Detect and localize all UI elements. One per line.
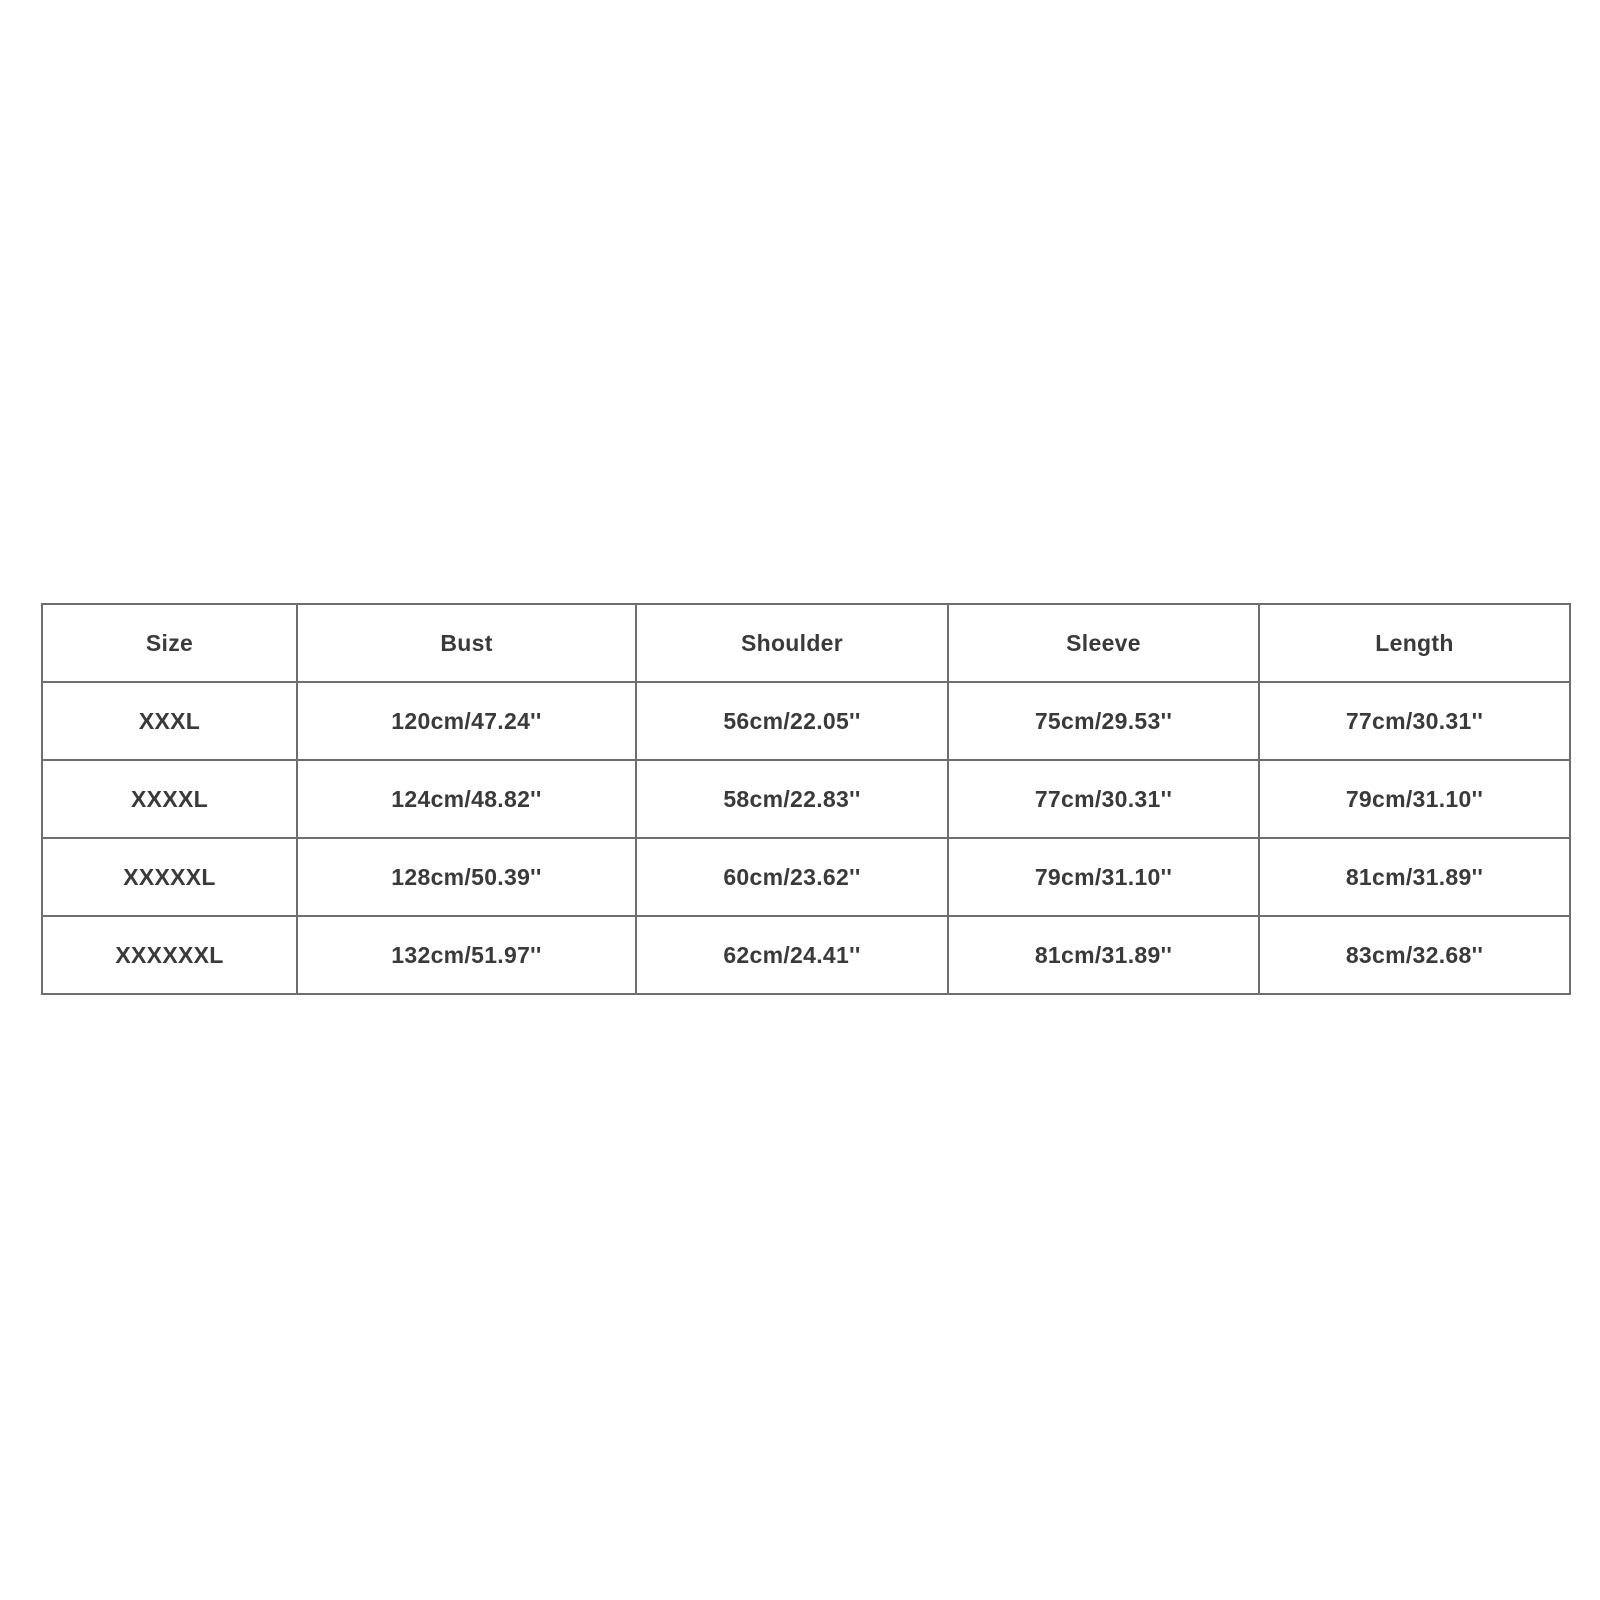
length-cell: 81cm/31.89'' bbox=[1259, 838, 1570, 916]
length-cell: 79cm/31.10'' bbox=[1259, 760, 1570, 838]
size-chart-table bbox=[41, 603, 1571, 995]
bust-cell: 132cm/51.97'' bbox=[297, 916, 636, 994]
header-size: Size bbox=[42, 604, 297, 682]
size-cell: XXXXXL bbox=[42, 838, 297, 916]
table-row bbox=[42, 916, 1570, 994]
bust-cell: 120cm/47.24'' bbox=[297, 682, 636, 760]
sleeve-cell: 79cm/31.10'' bbox=[948, 838, 1259, 916]
header-shoulder: Shoulder bbox=[636, 604, 948, 682]
table-row bbox=[42, 682, 1570, 760]
header-sleeve: Sleeve bbox=[948, 604, 1259, 682]
sleeve-cell: 77cm/30.31'' bbox=[948, 760, 1259, 838]
size-cell: XXXXL bbox=[42, 760, 297, 838]
sleeve-cell: 81cm/31.89'' bbox=[948, 916, 1259, 994]
length-cell: 77cm/30.31'' bbox=[1259, 682, 1570, 760]
length-cell: 83cm/32.68'' bbox=[1259, 916, 1570, 994]
shoulder-cell: 58cm/22.83'' bbox=[636, 760, 948, 838]
table-row bbox=[42, 838, 1570, 916]
table-row bbox=[42, 760, 1570, 838]
header-bust: Bust bbox=[297, 604, 636, 682]
shoulder-cell: 60cm/23.62'' bbox=[636, 838, 948, 916]
size-cell: XXXL bbox=[42, 682, 297, 760]
sleeve-cell: 75cm/29.53'' bbox=[948, 682, 1259, 760]
table-header-row bbox=[42, 604, 1570, 682]
size-cell: XXXXXXL bbox=[42, 916, 297, 994]
bust-cell: 128cm/50.39'' bbox=[297, 838, 636, 916]
shoulder-cell: 62cm/24.41'' bbox=[636, 916, 948, 994]
shoulder-cell: 56cm/22.05'' bbox=[636, 682, 948, 760]
header-length: Length bbox=[1259, 604, 1570, 682]
bust-cell: 124cm/48.82'' bbox=[297, 760, 636, 838]
